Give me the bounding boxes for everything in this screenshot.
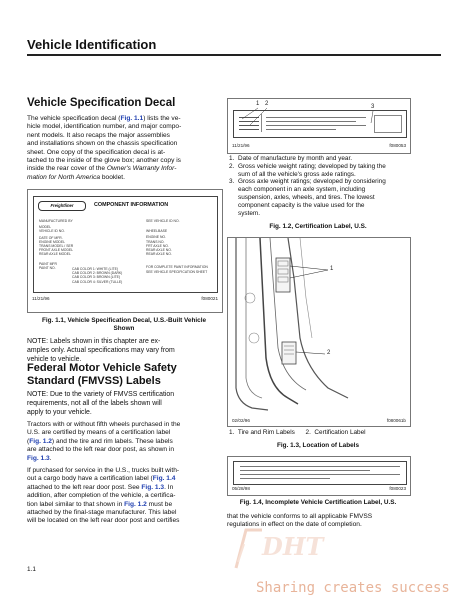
line: The vehicle specification decal (Fig. 1.1) lists the ve- bbox=[27, 115, 181, 122]
list-item: 1. Date of manufacture by month and year. bbox=[229, 155, 353, 162]
spec-decal-paragraph bbox=[27, 115, 217, 182]
fig14-date: 05/28/98 bbox=[232, 486, 250, 491]
fmvss-paragraph-2: If purchased for service in the U.S., trucks built with- out a cargo body have a certification label (Fig. 1.4 attached to the left rear door post. See Fig. 1.3. In addition, after completion of the vehicle, a certifica- tion label similar to that shown in Fig. 1.2 must be attached by the final-stage manufacturer. This label will be located on the left rear door post and certifies bbox=[27, 467, 180, 525]
spec-decal-image bbox=[33, 196, 218, 293]
callout-3: 3 bbox=[371, 104, 375, 110]
callout-1: 1 bbox=[330, 266, 334, 272]
fig12-date: 11/21/96 bbox=[232, 143, 250, 148]
figure-1-4 bbox=[227, 456, 411, 496]
fig12-caption: Fig. 1.2, Certification Label, U.S. bbox=[269, 223, 367, 230]
fig-link[interactable]: Fig. 1.3 bbox=[141, 483, 165, 491]
note-fmvss: NOTE: Due to the variety of FMVSS certification requirements, not all of the labels shown will apply to your vehicle. bbox=[27, 391, 175, 416]
fig-link[interactable]: Fig. 1.1 bbox=[120, 115, 144, 122]
fig11-code: f080021 bbox=[201, 296, 218, 301]
fig14-code: f080023 bbox=[389, 486, 406, 491]
decal-header: COMPONENT INFORMATION bbox=[94, 202, 169, 208]
fig11-date: 11/21/96 bbox=[32, 296, 50, 301]
line: hicle model, identification number, and major compo- bbox=[27, 123, 182, 131]
fig13-caption: Fig. 1.3, Location of Labels bbox=[276, 442, 360, 449]
incomplete-label-image bbox=[233, 461, 407, 485]
callout-1: 1 bbox=[256, 101, 260, 107]
fig12-legend bbox=[229, 155, 411, 217]
figure-1-2 bbox=[227, 98, 411, 154]
door-post-illustration bbox=[228, 238, 410, 426]
fig-link[interactable]: Fig. 1.4 bbox=[152, 475, 176, 483]
decal-paint-lines: CAB COLOR 1: WHITE (LITE) CAB COLOR 2: BROWN (DARK) CAB COLOR 3: BROWN (LITE) CAB COLOR 4: SILVER (TULLE) bbox=[72, 267, 123, 284]
fig-link[interactable]: Fig. 1.2 bbox=[124, 500, 147, 508]
note-labels: NOTE: Labels shown in this chapter are ex- amples only. Actual specifications may vary from vehicle to vehicle. bbox=[27, 338, 175, 363]
fmvss-paragraph-1: Tractors with or without fifth wheels purchased in the U.S. are certified by means of a certification label (Fig. 1.2) and the tire and rim labels. These labels are attached to the left rear door post, as shown in Fig. 1.3. bbox=[27, 421, 181, 462]
fig14-caption: Fig. 1.4, Incomplete Vehicle Certification Label, U.S. bbox=[239, 499, 397, 506]
line: inside the rear cover of the Owner's Warranty Infor- bbox=[27, 165, 177, 173]
line: sheet. One copy of the specification decal is at- bbox=[27, 148, 166, 156]
line: mation for North America booklet. bbox=[27, 173, 125, 181]
fig12-code: f080053 bbox=[389, 143, 406, 148]
list-item: 2. Gross vehicle weight rating; developed by taking the sum of all the vehicle's gross axle ratings. bbox=[229, 162, 386, 178]
fig-link[interactable]: Fig. 1.3 bbox=[27, 454, 50, 462]
fig11-caption: Fig. 1.1, Vehicle Specification Decal, U.S.-Built Vehicle Shown bbox=[41, 317, 207, 332]
line: tached to the inside of the glove box; another copy is bbox=[27, 157, 181, 165]
page-number: 1.1 bbox=[27, 566, 36, 573]
fig-link[interactable]: Fig. 1.2 bbox=[29, 437, 52, 445]
watermark-slogan: Sharing creates success bbox=[256, 580, 450, 596]
line: and installations shown on the chassis specification bbox=[27, 140, 178, 148]
freightliner-logo: Freightliner bbox=[38, 201, 86, 211]
fig13-legend: 1. Tire and Rim Labels 2. Certification Label bbox=[229, 429, 366, 436]
line: nent models. It also recaps the major assemblies bbox=[27, 131, 170, 139]
figure-1-1 bbox=[27, 189, 223, 313]
fig13-date: 02/02/96 bbox=[232, 418, 250, 423]
callout-leaders bbox=[228, 99, 410, 153]
section-heading-fmvss: Federal Motor Vehicle Safety Standard (FMVSS) Labels bbox=[27, 362, 177, 387]
section-heading-spec-decal: Vehicle Specification Decal bbox=[27, 97, 176, 109]
title-rule bbox=[27, 54, 441, 56]
dht-watermark-logo: DHT bbox=[262, 532, 324, 561]
decal-right-fields: SEE VEHICLE ID NO. WHEELBASE ENGINE NO. TRANS NO. FRT AXLE NO. REAR AXLE NO. REAR AXLE NO. FOR COMPLETE PAINT INFORMATION SEE VEHICLE SPECIFICATION SHEET bbox=[146, 219, 208, 274]
list-item: 3. Gross axle weight ratings; developed by considering each component in an axle system, including suspension, axles, wheels, and tires. The lowest component capacity is the value used for the system. bbox=[229, 178, 386, 217]
callout-2: 2 bbox=[265, 101, 269, 107]
fig13-code: f080061b bbox=[386, 418, 406, 423]
page-title: Vehicle Identification bbox=[27, 37, 157, 52]
decal-left-fields: MANUFACTURED BY MODEL VEHICLE ID NO. DATE OF MFR. ENGINE MODEL TRANS MODEL / SER FRONT AXLE MODEL REAR AXLE MODEL PAINT MFR PAINT NO. bbox=[39, 219, 74, 270]
continued-paragraph: that the vehicle conforms to all applicable FMVSS regulations in effect on the date of completion. bbox=[227, 513, 373, 529]
figure-1-3 bbox=[227, 237, 411, 427]
callout-2: 2 bbox=[327, 350, 331, 356]
